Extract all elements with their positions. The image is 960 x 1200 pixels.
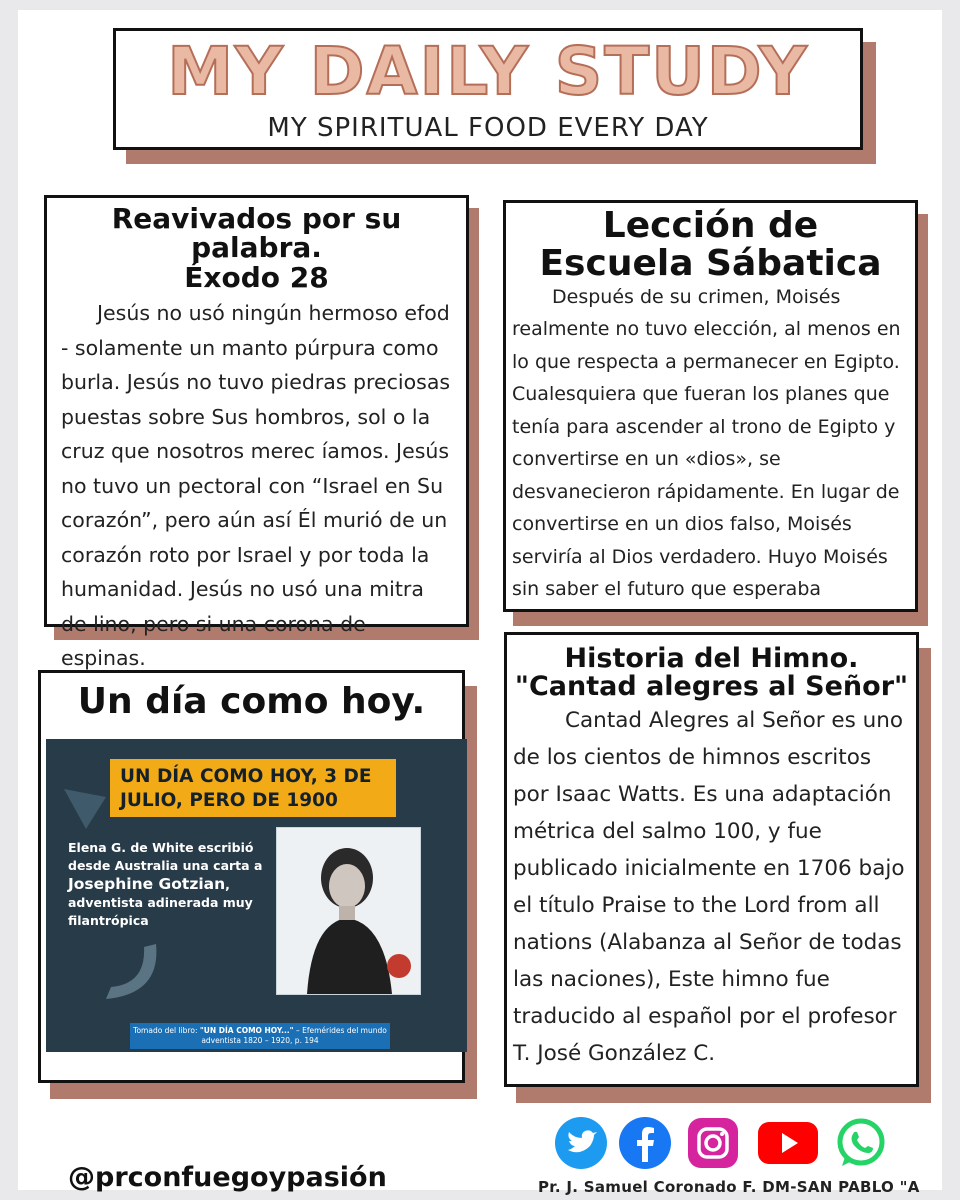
card2-title-line1: Lección de (602, 205, 819, 246)
card3-title: Un día como hoy. (77, 681, 426, 722)
whatsapp-icon[interactable] (834, 1116, 888, 1170)
card1-body: Jesús no usó ningún hermoso efod - solamente un manto púrpura como burla. Jesús no tuvo piedras preciosas puestas sobre Sus hombros, sol o la cruz que nosotros merec íamos. Jesús no tuvo un pectoral con “Israel en Su corazón”, pero aún así Él murió de un corazón roto por Israel y por toda la humanidad. Jesús no usó una mitra de lino, pero si una corona de espinas. (61, 301, 451, 671)
source-prefix: Tomado del libro: (133, 1026, 200, 1035)
slide-text-part2: , adventista adinerada muy filantrópica (68, 877, 253, 928)
card-himno (504, 632, 919, 1087)
card1-title-line2: Éxodo 28 (184, 260, 329, 294)
un-dia-slide-image (46, 739, 467, 1052)
slide-source-note (130, 1023, 390, 1049)
card1-title (47, 204, 466, 292)
decorative-arrow-icon (56, 779, 116, 839)
twitter-icon[interactable] (554, 1116, 608, 1170)
card1-title-line1: Reavivados por su palabra. (111, 202, 402, 265)
card-leccion (503, 200, 918, 612)
card4-title (507, 645, 916, 702)
card2-body: Después de su crimen, Moisés realmente no tuvo elección, al menos en lo que respecta a permanecer en Egipto. Cualesquiera que fueran los planes que tenía para ascender al trono de Egipto y convertirse en un «dios», se desvanecieron rápidamente. En lugar de convertirse en un dios falso, Moisés serviría al Dios verdadero. Huyo Moisés sin saber el futuro que esperaba (512, 285, 901, 601)
card-un-dia (38, 670, 465, 1083)
instagram-icon[interactable] (686, 1116, 740, 1170)
card2-title-line2: Escuela Sábatica (539, 242, 882, 284)
portrait-illustration (277, 828, 420, 994)
decorative-curve-icon (86, 939, 176, 1009)
facebook-icon[interactable] (618, 1116, 672, 1170)
card-reavivados (44, 195, 469, 671)
portrait-photo (276, 827, 421, 995)
slide-text (68, 839, 278, 930)
youtube-icon[interactable] (756, 1120, 820, 1166)
social-handle: @prconfuegoypasión (68, 1162, 387, 1193)
page-subtitle: MY SPIRITUAL FOOD EVERY DAY (267, 113, 709, 143)
card2-title (506, 207, 915, 283)
card4-body: Cantad Alegres al Señor es uno de los cientos de himnos escritos por Isaac Watts. Es una adaptación métrica del salmo 100, y fue publicado inicialmente en 1706 bajo el título Praise to the Lord from all nations (Alabanza al Señor de todas las naciones), Este himno fue traducido al español por el profesor T. José González C. (513, 707, 905, 1066)
study-page (18, 10, 942, 1196)
source-book: "UN DÍA COMO HOY..." (199, 1026, 294, 1035)
slide-text-name: Josephine Gotzian (68, 875, 226, 893)
slide-text-part1: Elena G. de White escribió desde Australia una carta a (68, 840, 263, 873)
header-box (113, 28, 863, 150)
slide-banner: UN DÍA COMO HOY, 3 DE JULIO, PERO DE 1900 (110, 759, 396, 817)
card4-title-line2: "Cantad alegres al Señor" (514, 671, 909, 703)
source-suffix: – Efemérides del mundo adventista 1820 – 1920, p. 194 (201, 1026, 387, 1045)
author-credit: Pr. J. Samuel Coronado F. DM-SAN PABLO "A (538, 1178, 920, 1196)
page-title: MY DAILY STUDY (167, 33, 809, 110)
card4-title-line1: Historia del Himno. (564, 643, 859, 674)
